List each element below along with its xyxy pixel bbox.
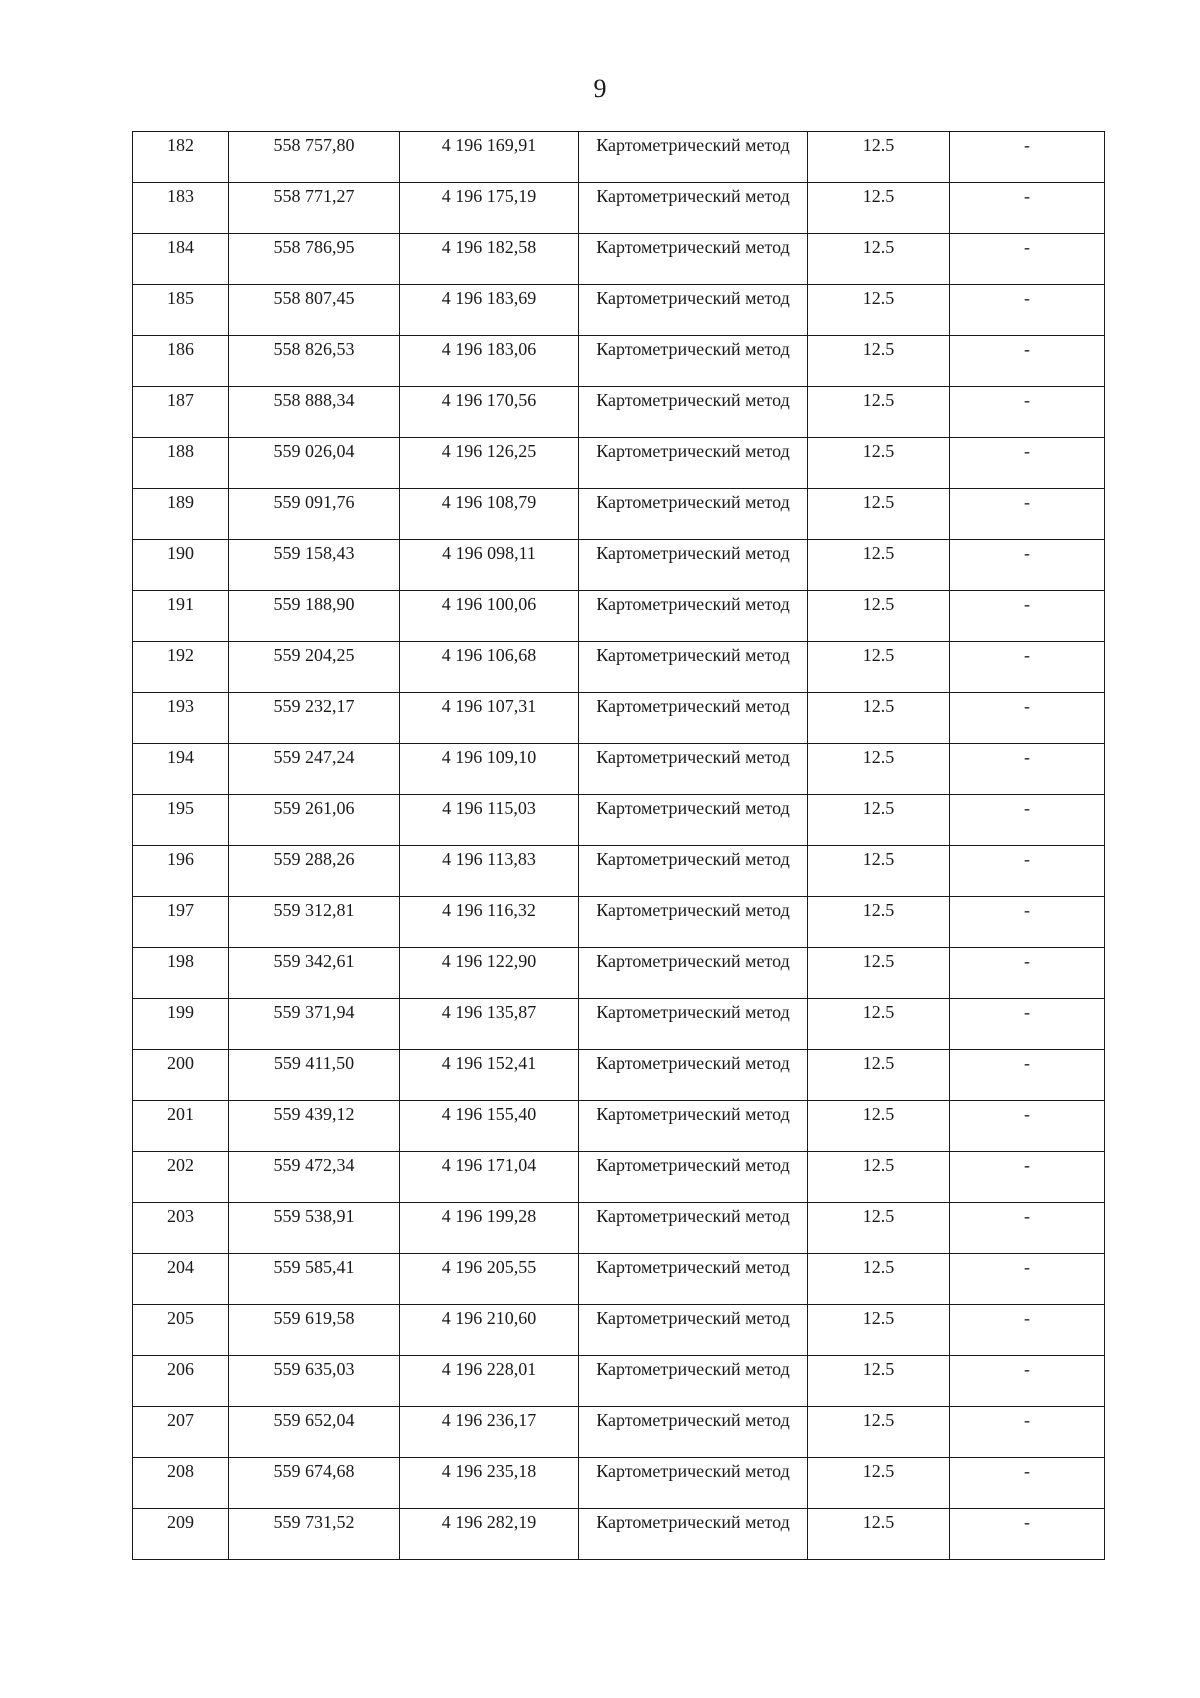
description-cell: - (950, 1254, 1105, 1305)
table-row (133, 591, 1105, 642)
y-coordinate-cell: 4 196 183,06 (400, 336, 579, 387)
y-coordinate-cell: 4 196 109,10 (400, 744, 579, 795)
point-number-cell: 194 (133, 744, 229, 795)
y-coordinate-cell: 4 196 205,55 (400, 1254, 579, 1305)
y-coordinate-cell: 4 196 170,56 (400, 387, 579, 438)
accuracy-cell: 12.5 (808, 387, 950, 438)
description-cell: - (950, 1305, 1105, 1356)
x-coordinate-cell: 559 158,43 (229, 540, 400, 591)
table-row (133, 1254, 1105, 1305)
description-cell: - (950, 540, 1105, 591)
point-number-cell: 204 (133, 1254, 229, 1305)
accuracy-cell: 12.5 (808, 846, 950, 897)
page-number: 9 (593, 74, 607, 103)
y-coordinate-cell: 4 196 107,31 (400, 693, 579, 744)
y-coordinate-cell: 4 196 210,60 (400, 1305, 579, 1356)
table-row (133, 489, 1105, 540)
table-row (133, 1458, 1105, 1509)
point-number-cell: 192 (133, 642, 229, 693)
description-cell: - (950, 948, 1105, 999)
x-coordinate-cell: 558 888,34 (229, 387, 400, 438)
description-cell: - (950, 387, 1105, 438)
x-coordinate-cell: 558 807,45 (229, 285, 400, 336)
point-number-cell: 202 (133, 1152, 229, 1203)
x-coordinate-cell: 559 026,04 (229, 438, 400, 489)
description-cell: - (950, 234, 1105, 285)
point-number-cell: 182 (133, 132, 229, 183)
description-cell: - (950, 1509, 1105, 1560)
method-cell: Картометрический метод (579, 1203, 808, 1254)
y-coordinate-cell: 4 196 152,41 (400, 1050, 579, 1101)
description-cell: - (950, 183, 1105, 234)
method-cell: Картометрический метод (579, 744, 808, 795)
coordinates-table (132, 131, 1105, 1560)
description-cell: - (950, 1407, 1105, 1458)
accuracy-cell: 12.5 (808, 438, 950, 489)
method-cell: Картометрический метод (579, 336, 808, 387)
point-number-cell: 187 (133, 387, 229, 438)
y-coordinate-cell: 4 196 115,03 (400, 795, 579, 846)
x-coordinate-cell: 558 757,80 (229, 132, 400, 183)
table-row (133, 387, 1105, 438)
accuracy-cell: 12.5 (808, 1509, 950, 1560)
y-coordinate-cell: 4 196 171,04 (400, 1152, 579, 1203)
point-number-cell: 188 (133, 438, 229, 489)
table-row (133, 1203, 1105, 1254)
y-coordinate-cell: 4 196 108,79 (400, 489, 579, 540)
accuracy-cell: 12.5 (808, 744, 950, 795)
table-row (133, 1305, 1105, 1356)
table-row (133, 438, 1105, 489)
accuracy-cell: 12.5 (808, 132, 950, 183)
method-cell: Картометрический метод (579, 438, 808, 489)
accuracy-cell: 12.5 (808, 1407, 950, 1458)
table-row (133, 540, 1105, 591)
x-coordinate-cell: 559 261,06 (229, 795, 400, 846)
x-coordinate-cell: 559 371,94 (229, 999, 400, 1050)
description-cell: - (950, 285, 1105, 336)
table-row (133, 1407, 1105, 1458)
method-cell: Картометрический метод (579, 846, 808, 897)
method-cell: Картометрический метод (579, 1407, 808, 1458)
x-coordinate-cell: 559 585,41 (229, 1254, 400, 1305)
y-coordinate-cell: 4 196 183,69 (400, 285, 579, 336)
method-cell: Картометрический метод (579, 1152, 808, 1203)
table-row (133, 744, 1105, 795)
x-coordinate-cell: 559 288,26 (229, 846, 400, 897)
y-coordinate-cell: 4 196 098,11 (400, 540, 579, 591)
description-cell: - (950, 1101, 1105, 1152)
table-row (133, 795, 1105, 846)
description-cell: - (950, 591, 1105, 642)
accuracy-cell: 12.5 (808, 795, 950, 846)
accuracy-cell: 12.5 (808, 897, 950, 948)
accuracy-cell: 12.5 (808, 1101, 950, 1152)
method-cell: Картометрический метод (579, 642, 808, 693)
x-coordinate-cell: 559 091,76 (229, 489, 400, 540)
accuracy-cell: 12.5 (808, 336, 950, 387)
accuracy-cell: 12.5 (808, 1203, 950, 1254)
description-cell: - (950, 336, 1105, 387)
description-cell: - (950, 795, 1105, 846)
point-number-cell: 205 (133, 1305, 229, 1356)
method-cell: Картометрический метод (579, 1356, 808, 1407)
method-cell: Картометрический метод (579, 1050, 808, 1101)
method-cell: Картометрический метод (579, 1509, 808, 1560)
y-coordinate-cell: 4 196 122,90 (400, 948, 579, 999)
table-row (133, 1101, 1105, 1152)
y-coordinate-cell: 4 196 199,28 (400, 1203, 579, 1254)
point-number-cell: 183 (133, 183, 229, 234)
x-coordinate-cell: 559 188,90 (229, 591, 400, 642)
x-coordinate-cell: 559 204,25 (229, 642, 400, 693)
y-coordinate-cell: 4 196 282,19 (400, 1509, 579, 1560)
table-row (133, 846, 1105, 897)
x-coordinate-cell: 558 771,27 (229, 183, 400, 234)
method-cell: Картометрический метод (579, 897, 808, 948)
y-coordinate-cell: 4 196 116,32 (400, 897, 579, 948)
x-coordinate-cell: 559 472,34 (229, 1152, 400, 1203)
point-number-cell: 185 (133, 285, 229, 336)
point-number-cell: 200 (133, 1050, 229, 1101)
accuracy-cell: 12.5 (808, 489, 950, 540)
description-cell: - (950, 1152, 1105, 1203)
point-number-cell: 203 (133, 1203, 229, 1254)
accuracy-cell: 12.5 (808, 693, 950, 744)
x-coordinate-cell: 559 731,52 (229, 1509, 400, 1560)
description-cell: - (950, 744, 1105, 795)
point-number-cell: 191 (133, 591, 229, 642)
y-coordinate-cell: 4 196 106,68 (400, 642, 579, 693)
method-cell: Картометрический метод (579, 132, 808, 183)
x-coordinate-cell: 558 826,53 (229, 336, 400, 387)
accuracy-cell: 12.5 (808, 285, 950, 336)
table-row (133, 132, 1105, 183)
accuracy-cell: 12.5 (808, 1050, 950, 1101)
table-row (133, 693, 1105, 744)
method-cell: Картометрический метод (579, 591, 808, 642)
x-coordinate-cell: 559 411,50 (229, 1050, 400, 1101)
description-cell: - (950, 642, 1105, 693)
accuracy-cell: 12.5 (808, 948, 950, 999)
point-number-cell: 208 (133, 1458, 229, 1509)
accuracy-cell: 12.5 (808, 1152, 950, 1203)
accuracy-cell: 12.5 (808, 1356, 950, 1407)
method-cell: Картометрический метод (579, 999, 808, 1050)
accuracy-cell: 12.5 (808, 234, 950, 285)
x-coordinate-cell: 559 342,61 (229, 948, 400, 999)
table-row (133, 948, 1105, 999)
y-coordinate-cell: 4 196 100,06 (400, 591, 579, 642)
accuracy-cell: 12.5 (808, 999, 950, 1050)
method-cell: Картометрический метод (579, 693, 808, 744)
description-cell: - (950, 999, 1105, 1050)
description-cell: - (950, 846, 1105, 897)
x-coordinate-cell: 559 232,17 (229, 693, 400, 744)
point-number-cell: 196 (133, 846, 229, 897)
description-cell: - (950, 438, 1105, 489)
description-cell: - (950, 693, 1105, 744)
x-coordinate-cell: 559 439,12 (229, 1101, 400, 1152)
point-number-cell: 198 (133, 948, 229, 999)
table-row (133, 642, 1105, 693)
accuracy-cell: 12.5 (808, 1254, 950, 1305)
x-coordinate-cell: 559 538,91 (229, 1203, 400, 1254)
table-row (133, 1152, 1105, 1203)
accuracy-cell: 12.5 (808, 1458, 950, 1509)
y-coordinate-cell: 4 196 155,40 (400, 1101, 579, 1152)
point-number-cell: 197 (133, 897, 229, 948)
accuracy-cell: 12.5 (808, 642, 950, 693)
point-number-cell: 189 (133, 489, 229, 540)
method-cell: Картометрический метод (579, 489, 808, 540)
method-cell: Картометрический метод (579, 183, 808, 234)
description-cell: - (950, 1458, 1105, 1509)
method-cell: Картометрический метод (579, 540, 808, 591)
method-cell: Картометрический метод (579, 948, 808, 999)
accuracy-cell: 12.5 (808, 1305, 950, 1356)
description-cell: - (950, 1356, 1105, 1407)
method-cell: Картометрический метод (579, 234, 808, 285)
y-coordinate-cell: 4 196 228,01 (400, 1356, 579, 1407)
point-number-cell: 190 (133, 540, 229, 591)
x-coordinate-cell: 558 786,95 (229, 234, 400, 285)
x-coordinate-cell: 559 619,58 (229, 1305, 400, 1356)
point-number-cell: 207 (133, 1407, 229, 1458)
method-cell: Картометрический метод (579, 1101, 808, 1152)
accuracy-cell: 12.5 (808, 540, 950, 591)
description-cell: - (950, 1050, 1105, 1101)
point-number-cell: 193 (133, 693, 229, 744)
y-coordinate-cell: 4 196 135,87 (400, 999, 579, 1050)
method-cell: Картометрический метод (579, 387, 808, 438)
table-row (133, 1050, 1105, 1101)
method-cell: Картометрический метод (579, 1458, 808, 1509)
y-coordinate-cell: 4 196 126,25 (400, 438, 579, 489)
coordinates-table-body (133, 132, 1105, 1560)
y-coordinate-cell: 4 196 113,83 (400, 846, 579, 897)
table-row (133, 1356, 1105, 1407)
point-number-cell: 209 (133, 1509, 229, 1560)
x-coordinate-cell: 559 652,04 (229, 1407, 400, 1458)
table-row (133, 999, 1105, 1050)
x-coordinate-cell: 559 674,68 (229, 1458, 400, 1509)
accuracy-cell: 12.5 (808, 183, 950, 234)
table-row (133, 285, 1105, 336)
description-cell: - (950, 897, 1105, 948)
description-cell: - (950, 489, 1105, 540)
accuracy-cell: 12.5 (808, 591, 950, 642)
y-coordinate-cell: 4 196 182,58 (400, 234, 579, 285)
method-cell: Картометрический метод (579, 285, 808, 336)
point-number-cell: 199 (133, 999, 229, 1050)
y-coordinate-cell: 4 196 169,91 (400, 132, 579, 183)
point-number-cell: 201 (133, 1101, 229, 1152)
point-number-cell: 195 (133, 795, 229, 846)
x-coordinate-cell: 559 247,24 (229, 744, 400, 795)
table-row (133, 183, 1105, 234)
table-row (133, 234, 1105, 285)
method-cell: Картометрический метод (579, 795, 808, 846)
point-number-cell: 186 (133, 336, 229, 387)
table-row (133, 336, 1105, 387)
description-cell: - (950, 1203, 1105, 1254)
table-row (133, 1509, 1105, 1560)
method-cell: Картометрический метод (579, 1305, 808, 1356)
y-coordinate-cell: 4 196 175,19 (400, 183, 579, 234)
y-coordinate-cell: 4 196 235,18 (400, 1458, 579, 1509)
method-cell: Картометрический метод (579, 1254, 808, 1305)
point-number-cell: 184 (133, 234, 229, 285)
description-cell: - (950, 132, 1105, 183)
y-coordinate-cell: 4 196 236,17 (400, 1407, 579, 1458)
x-coordinate-cell: 559 635,03 (229, 1356, 400, 1407)
table-row (133, 897, 1105, 948)
point-number-cell: 206 (133, 1356, 229, 1407)
x-coordinate-cell: 559 312,81 (229, 897, 400, 948)
